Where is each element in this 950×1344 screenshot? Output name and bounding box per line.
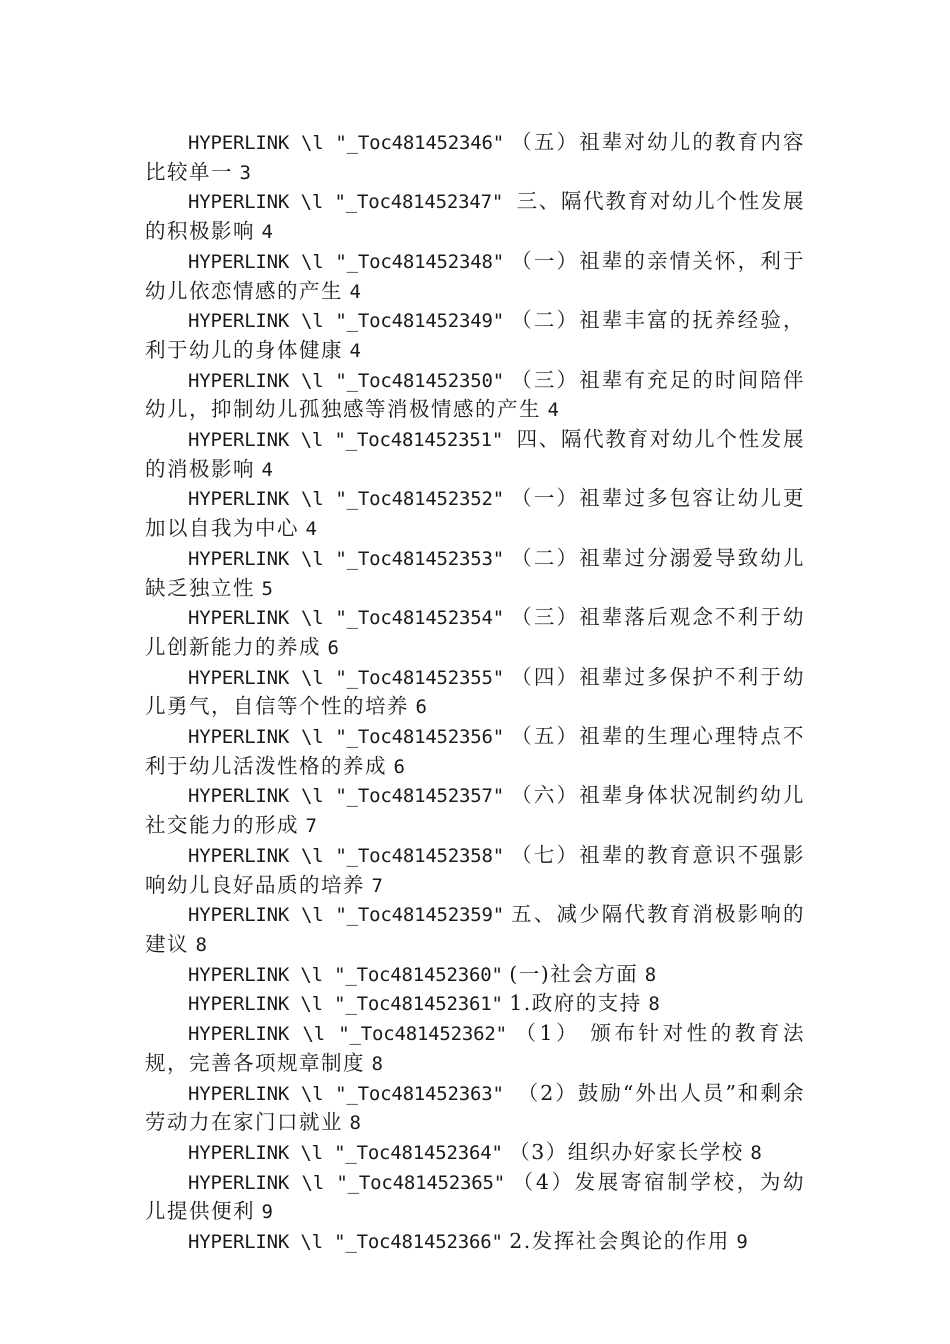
toc-entry-title: （二）祖辈过分溺爱导致幼儿缺乏独立性 [145, 545, 805, 600]
toc-entry-title: （1） 颁布针对性的教育法规，完善各项规章制度 [145, 1021, 805, 1075]
hyperlink-field-code: HYPERLINK \l "_Toc481452356" [188, 726, 504, 749]
toc-entry[interactable] [145, 187, 805, 246]
hyperlink-field-code: HYPERLINK \l "_Toc481452366" [188, 1231, 503, 1254]
toc-entry-page-number: 6 [327, 636, 339, 659]
toc-entry-page-number: 8 [750, 1141, 762, 1164]
hyperlink-field-code: HYPERLINK \l "_Toc481452358" [188, 844, 504, 867]
toc-entry[interactable] [145, 900, 805, 959]
hyperlink-field-code: HYPERLINK \l "_Toc481452351" [188, 429, 504, 452]
toc-entry-title: （二）祖辈丰富的抚养经验，利于幼儿的身体健康 [145, 308, 805, 362]
toc-entry[interactable] [145, 841, 805, 900]
toc-entry-title: 2.发挥社会舆论的作用 [509, 1229, 730, 1254]
toc-entry-page-number: 8 [371, 1052, 383, 1075]
toc-entry-page-number: 9 [736, 1231, 748, 1254]
toc-entry-title: （一）祖辈过多包容让幼儿更加以自我为中心 [145, 486, 805, 541]
toc-entry-title: （七）祖辈的教育意识不强影响幼儿良好品质的培养 [145, 842, 805, 897]
toc-entry-title: 1.政府的支持 [509, 991, 642, 1016]
hyperlink-field-code: HYPERLINK \l "_Toc481452354" [188, 607, 504, 630]
toc-entry-page-number: 6 [415, 696, 427, 719]
toc-entry[interactable] [145, 1138, 805, 1168]
hyperlink-field-code: HYPERLINK \l "_Toc481452363" [188, 1082, 504, 1105]
toc-entry-page-number: 9 [261, 1201, 273, 1224]
hyperlink-field-code: HYPERLINK \l "_Toc481452352" [188, 488, 504, 511]
hyperlink-field-code: HYPERLINK \l "_Toc481452365" [188, 1171, 505, 1194]
toc-entry-page-number: 4 [547, 399, 559, 422]
hyperlink-field-code: HYPERLINK \l "_Toc481452350" [188, 369, 504, 392]
hyperlink-field-code: HYPERLINK \l "_Toc481452346" [188, 132, 504, 154]
table-of-contents [145, 128, 805, 1257]
toc-entry-page-number: 8 [349, 1112, 361, 1135]
toc-entry-title: （三）祖辈有充足的时间陪伴幼儿，抑制幼儿孤独感等消极情感的产生 [145, 367, 805, 422]
toc-entry-title: (一)社会方面 [509, 961, 639, 986]
toc-entry-page-number: 8 [644, 963, 657, 986]
hyperlink-field-code: HYPERLINK \l "_Toc481452361" [188, 993, 503, 1016]
toc-entry-title: （4）发展寄宿制学校，为幼儿提供便利 [145, 1169, 805, 1224]
toc-entry[interactable] [145, 1019, 805, 1078]
hyperlink-field-code: HYPERLINK \l "_Toc481452359" [188, 904, 504, 927]
toc-entry-title: （三）祖辈落后观念不利于幼儿创新能力的养成 [145, 605, 805, 659]
toc-entry[interactable] [145, 544, 805, 603]
toc-entry-page-number: 3 [239, 161, 251, 184]
toc-entry-title: （四）祖辈过多保护不利于幼儿勇气，自信等个性的培养 [145, 664, 805, 719]
hyperlink-field-code: HYPERLINK \l "_Toc481452349" [188, 310, 504, 333]
toc-entry-title: 五、减少隔代教育消极影响的建议 [145, 902, 805, 956]
toc-entry-page-number: 4 [305, 518, 317, 541]
hyperlink-field-code: HYPERLINK \l "_Toc481452360" [188, 963, 503, 986]
toc-entry-page-number: 7 [371, 874, 383, 897]
toc-entry-title: 四、隔代教育对幼儿个性发展的消极影响 [145, 427, 805, 481]
toc-entry[interactable] [145, 960, 805, 990]
toc-entry[interactable] [145, 1079, 805, 1138]
toc-entry-title: 三、隔代教育对幼儿个性发展的积极影响 [145, 189, 805, 244]
toc-entry[interactable] [145, 663, 805, 722]
toc-entry-title: （五）祖辈的生理心理特点不利于幼儿活泼性格的养成 [145, 724, 805, 778]
toc-entry-page-number: 4 [261, 458, 273, 481]
toc-entry-page-number: 4 [261, 221, 273, 244]
toc-entry-page-number: 4 [349, 339, 361, 362]
toc-entry-page-number: 8 [648, 993, 660, 1016]
toc-entry[interactable] [145, 425, 805, 484]
toc-entry-title: （2）鼓励“外出人员”和剩余劳动力在家门口就业 [145, 1080, 805, 1135]
toc-entry-title: （一）祖辈的亲情关怀，利于幼儿依恋情感的产生 [145, 248, 805, 303]
toc-entry[interactable] [145, 128, 805, 187]
hyperlink-field-code: HYPERLINK \l "_Toc481452357" [188, 785, 504, 808]
hyperlink-field-code: HYPERLINK \l "_Toc481452353" [188, 547, 504, 570]
hyperlink-field-code: HYPERLINK \l "_Toc481452364" [188, 1141, 503, 1164]
toc-entry[interactable] [145, 781, 805, 840]
hyperlink-field-code: HYPERLINK \l "_Toc481452348" [188, 250, 504, 273]
toc-entry-page-number: 4 [349, 280, 361, 303]
toc-entry-title: （五）祖辈对幼儿的教育内容比较单一 [145, 130, 805, 184]
separator [503, 427, 516, 451]
separator [503, 189, 516, 213]
toc-entry[interactable] [145, 247, 805, 306]
toc-entry-page-number: 8 [195, 933, 207, 956]
separator [504, 1081, 518, 1105]
toc-entry[interactable] [145, 484, 805, 543]
toc-entry-title: （3）组织办好家长学校 [509, 1139, 744, 1164]
toc-entry-page-number: 7 [305, 815, 317, 838]
hyperlink-field-code: HYPERLINK \l "_Toc481452355" [188, 666, 504, 689]
hyperlink-field-code: HYPERLINK \l "_Toc481452362" [188, 1023, 507, 1046]
toc-entry-page-number: 6 [393, 755, 405, 778]
hyperlink-field-code: HYPERLINK \l "_Toc481452347" [188, 191, 504, 214]
toc-entry[interactable] [145, 722, 805, 781]
toc-entry[interactable] [145, 1227, 805, 1257]
separator [505, 1170, 513, 1194]
toc-entry[interactable] [145, 989, 805, 1019]
toc-entry[interactable] [145, 366, 805, 425]
toc-entry-page-number: 5 [261, 577, 273, 600]
toc-entry[interactable] [145, 306, 805, 365]
toc-entry-title: （六）祖辈身体状况制约幼儿社交能力的形成 [145, 783, 805, 838]
toc-entry[interactable] [145, 1168, 805, 1227]
toc-entry[interactable] [145, 603, 805, 662]
